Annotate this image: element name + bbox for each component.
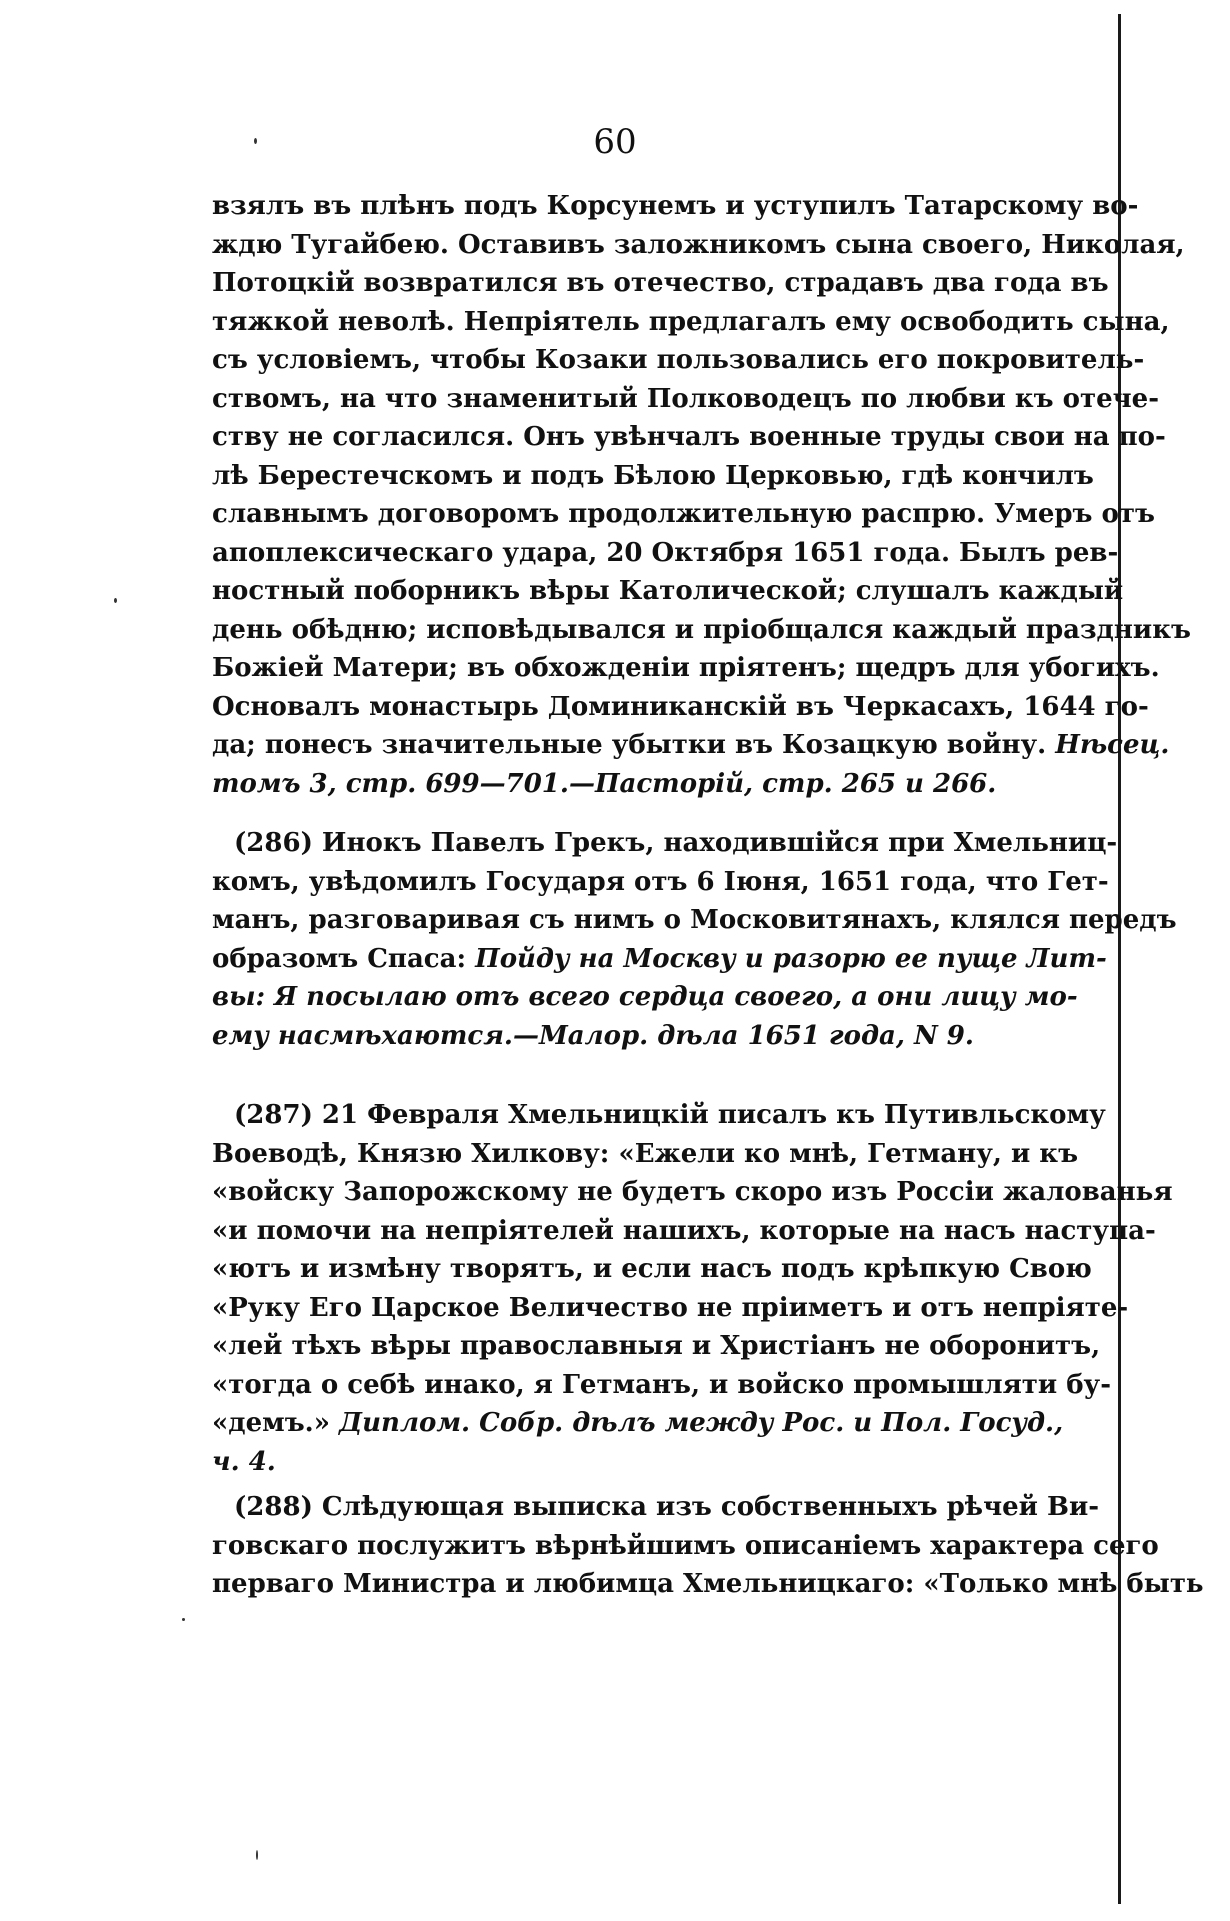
italic-citation: ч. 4. xyxy=(212,1446,276,1477)
text-segment: (288) Слѣдующая выписка изъ собственныхъ рѣчей Ви- xyxy=(234,1492,1100,1522)
text-segment: (287) 21 Февраля Хмельницкій писалъ къ Путивльскому xyxy=(234,1100,1106,1130)
text-segment: «лей тѣхъ вѣры православныя и Христіанъ не оборонитъ, xyxy=(212,1331,1101,1361)
text-line xyxy=(212,1289,1129,1328)
text-segment: день обѣдню; исповѣдывался и пріобщался каждый праздникъ xyxy=(212,614,1191,645)
text-segment: «тогда о себѣ инако, я Гетманъ, и войско промышляти бу- xyxy=(212,1369,1111,1400)
text-line xyxy=(212,649,1160,688)
text-line xyxy=(212,863,1109,902)
text-line xyxy=(212,418,1166,457)
text-line xyxy=(212,726,1170,765)
italic-citation: вы: Я посылаю отъ всего сердца своего, а они лицу мо- xyxy=(212,982,1078,1012)
text-line xyxy=(212,1017,1034,1056)
text-line xyxy=(212,1565,1204,1604)
text-segment: ждю Тугайбею. Оставивъ заложникомъ сына своего, Николая, xyxy=(212,229,1185,260)
text-line xyxy=(212,1366,1111,1405)
text-line xyxy=(212,1096,1106,1135)
text-segment: Потоцкій возвратился въ отечество, страдавъ два года въ xyxy=(212,268,1109,298)
text-segment: ству не согласился. Онъ увѣнчалъ военные труды свои на по- xyxy=(212,422,1166,452)
text-line xyxy=(212,1135,1079,1174)
italic-citation: Нѣсец. xyxy=(1055,730,1170,760)
text-segment: ностный поборникъ вѣры Католической; слушалъ каждый xyxy=(212,576,1124,606)
note-paragraph-287 xyxy=(212,1096,1173,1481)
italic-citation: ему насмѣхаются.—Малор. дѣла 1651 года, N 9. xyxy=(212,1020,974,1051)
text-line xyxy=(212,1404,1064,1443)
text-line xyxy=(212,341,1145,380)
page-edge-rule xyxy=(1118,14,1121,1904)
text-segment: съ условіемъ, чтобы Козаки пользовались его покровитель- xyxy=(212,345,1145,375)
text-segment: перваго Министра и любимца Хмельницкаго: «Только мнѣ быть xyxy=(212,1569,1204,1599)
text-line xyxy=(212,1327,1101,1366)
text-segment: «и помочи на непріятелей нашихъ, которые на насъ наступа- xyxy=(212,1215,1156,1246)
text-line xyxy=(212,611,1191,650)
text-line xyxy=(212,495,1155,534)
text-segment: «Руку Его Царское Величество не пріиметъ и отъ непріяте- xyxy=(212,1292,1129,1323)
text-line xyxy=(212,824,1118,863)
text-line xyxy=(212,1443,1034,1482)
text-line xyxy=(212,380,1159,419)
note-paragraph-continued xyxy=(212,187,1191,803)
text-line xyxy=(212,1173,1173,1212)
text-segment: говскаго послужитъ вѣрнѣйшимъ описаніемъ характера сего xyxy=(212,1530,1159,1561)
text-line xyxy=(212,226,1185,265)
note-paragraph-288 xyxy=(212,1488,1204,1604)
text-segment: тяжкой неволѣ. Непріятель предлагалъ ему освободить сына, xyxy=(212,306,1170,337)
text-line xyxy=(212,187,1139,226)
italic-citation: Диплом. Собр. дѣлъ между Рос. и Пол. Госуд., xyxy=(339,1408,1064,1438)
text-segment: ствомъ, на что знаменитый Полководецъ по любви къ отече- xyxy=(212,383,1159,414)
text-segment: взялъ въ плѣнъ подъ Корсунемъ и уступилъ Татарскому во- xyxy=(212,191,1139,221)
print-speck xyxy=(256,1850,258,1860)
text-segment: Божіей Матери; въ обхожденіи пріятенъ; щедръ для убогихъ. xyxy=(212,653,1160,683)
text-line xyxy=(212,303,1170,342)
text-segment: (286) Инокъ Павелъ Грекъ, находившійся при Хмельниц- xyxy=(234,828,1118,858)
text-line xyxy=(212,901,1177,940)
print-speck xyxy=(254,138,257,144)
italic-citation: томъ 3, стр. 699—701.—Пасторій, стр. 265 и 266. xyxy=(212,768,997,799)
text-line xyxy=(212,1250,1092,1289)
text-segment: манъ, разговаривая съ нимъ о Московитянахъ, клялся передъ xyxy=(212,905,1177,935)
italic-citation: Пойду на Москву и разорю ее пуще Лит- xyxy=(475,943,1107,974)
text-segment: образомъ Спаса: xyxy=(212,943,476,974)
text-line xyxy=(212,264,1109,303)
text-segment: «войску Запорожскому не будетъ скоро изъ Россіи жалованья xyxy=(212,1177,1173,1207)
text-line xyxy=(212,688,1149,727)
text-segment: комъ, увѣдомилъ Государя отъ 6 Іюня, 1651 года, что Гет- xyxy=(212,866,1109,897)
text-line xyxy=(212,457,1094,496)
print-speck xyxy=(114,598,117,603)
text-segment: лѣ Берестечскомъ и подъ Бѣлою Церковью, гдѣ кончилъ xyxy=(212,460,1094,491)
text-segment: апоплексическаго удара, 20 Октября 1651 года. Былъ рев- xyxy=(212,537,1119,568)
print-speck xyxy=(182,1618,185,1621)
text-line xyxy=(212,765,1034,804)
text-line xyxy=(212,940,1107,979)
text-segment: славнымъ договоромъ продолжительную распрю. Умеръ отъ xyxy=(212,499,1155,529)
page-number: 60 xyxy=(593,122,637,162)
text-segment: Воеводѣ, Князю Хилкову: «Ежели ко мнѣ, Гетману, и къ xyxy=(212,1138,1079,1169)
text-line xyxy=(212,1488,1100,1527)
note-paragraph-286 xyxy=(212,824,1177,1055)
text-segment: да; понесъ значительные убытки въ Козацкую войну. xyxy=(212,730,1056,760)
text-segment: «ютъ и измѣну творятъ, и если насъ подъ крѣпкую Свою xyxy=(212,1254,1092,1284)
text-line xyxy=(212,572,1124,611)
text-line xyxy=(212,1212,1156,1251)
text-line xyxy=(212,1527,1159,1566)
text-line xyxy=(212,978,1078,1017)
text-segment: Основалъ монастырь Доминиканскій въ Черкасахъ, 1644 го- xyxy=(212,691,1149,722)
text-segment: «демъ.» xyxy=(212,1408,340,1438)
text-line xyxy=(212,534,1119,573)
